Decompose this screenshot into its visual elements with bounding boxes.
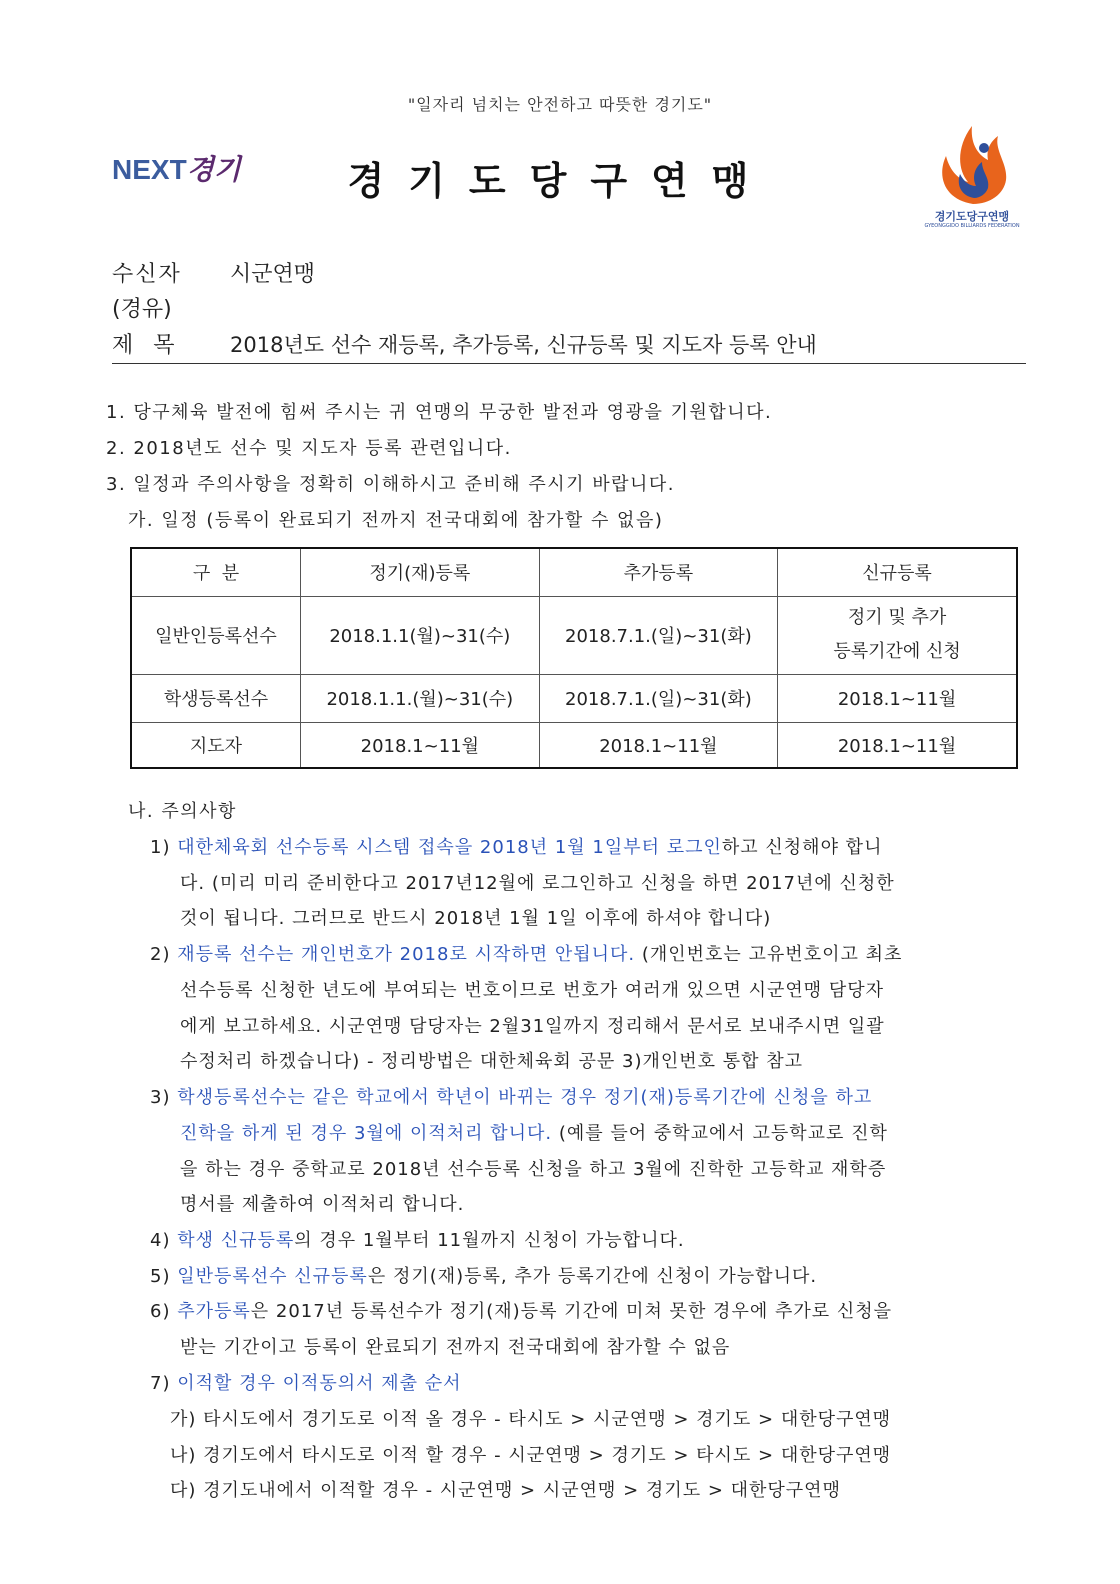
table-cell: 2018.1.1(월)~31(수) (300, 596, 539, 674)
recipient-label: 수신자 (112, 262, 182, 287)
paragraph-2: 2. 2018년도 선수 및 지도자 등록 관련입니다. (106, 438, 512, 459)
note-text: (예를 들어 중학교에서 고등학교로 진학 (552, 1123, 888, 1144)
emblem-name: 경기도당구연맹 (934, 210, 1010, 223)
note-text: 은 정기(재)등록, 추가 등록기간에 신청이 가능합니다. (367, 1266, 818, 1287)
note-1-line-2: 다. (미리 미리 준비한다고 2017년12월에 로그인하고 신청을 하면 2017년에 신청한 (180, 873, 895, 894)
federation-emblem (924, 120, 1020, 230)
note-highlight: 재등록 선수는 개인번호가 2018로 시작하면 안됩니다. (177, 944, 636, 965)
note-3-line-4: 명서를 제출하여 이적처리 합니다. (180, 1194, 465, 1215)
note-highlight: 대한체육회 선수등록 시스템 접속을 2018년 1월 1일부터 로그인 (177, 837, 722, 858)
table-row (131, 722, 1017, 768)
table-header-cell: 추가등록 (539, 548, 777, 596)
note-text: 은 2017년 등록선수가 정기(재)등록 기간에 미쳐 못한 경우에 추가로 신청을 (250, 1301, 892, 1322)
schedule-table (130, 547, 1018, 769)
note-number: 2) (150, 944, 171, 965)
table-cell-line: 정기 및 추가 (847, 607, 947, 628)
note-5 (150, 1262, 817, 1288)
note-text: 의 경우 1월부터 11월까지 신청이 가능합니다. (294, 1230, 685, 1251)
subject-label: 제 목 (112, 333, 177, 358)
note-2-line-2: 선수등록 신청한 년도에 부여되는 번호이므로 번호가 여러개 있으면 시군연맹 담당자 (180, 980, 885, 1001)
table-header-cell: 구 분 (131, 548, 300, 596)
note-highlight: 이적할 경우 이적동의서 제출 순서 (177, 1373, 462, 1394)
transfer-order-b: 나) 경기도에서 타시도로 이적 할 경우 - 시군연맹 > 경기도 > 타시도 > 대한당구연맹 (170, 1445, 892, 1466)
paragraph-1: 1. 당구체육 발전에 힘써 주시는 귀 연맹의 무궁한 발전과 영광을 기원합니다. (106, 402, 773, 423)
note-1-line-1 (150, 833, 882, 859)
note-4 (150, 1226, 685, 1252)
note-2-line-1 (150, 940, 902, 966)
note-3-line-2 (180, 1119, 888, 1145)
next-logo-text: NEXT (112, 154, 187, 185)
table-row (131, 674, 1017, 722)
gyeonggi-logo-text: 경기 (186, 154, 241, 185)
via-row (112, 292, 172, 323)
note-7-line-1 (150, 1369, 462, 1395)
subject-row (112, 328, 817, 359)
note-3-line-3: 을 하는 경우 중학교로 2018년 선수등록 신청을 하고 3월에 진학한 고등학교 재학증 (180, 1159, 887, 1180)
note-3-line-1 (150, 1083, 872, 1109)
note-highlight: 진학을 하게 된 경우 3월에 이적처리 합니다. (180, 1123, 553, 1144)
emblem-subtitle: GYEONGGIDO BILLIARDS FEDERATION (924, 223, 1020, 229)
note-number: 7) (150, 1373, 171, 1394)
note-2-line-3: 에게 보고하세요. 시군연맹 담당자는 2월31일까지 정리해서 문서로 보내주시면 일괄 (180, 1016, 885, 1037)
note-6-line-2: 받는 기간이고 등록이 완료되기 전까지 전국대회에 참가할 수 없음 (180, 1337, 731, 1358)
organization-title: 경기도당구연맹 (347, 159, 773, 203)
slogan: "일자리 넘치는 안전하고 따뜻한 경기도" (407, 95, 713, 114)
table-row (131, 596, 1017, 674)
table-header-cell: 신규등록 (778, 548, 1017, 596)
note-number: 5) (150, 1266, 171, 1287)
subject-value: 2018년도 선수 재등록, 추가등록, 신규등록 및 지도자 등록 안내 (230, 333, 817, 357)
recipient-value: 시군연맹 (230, 262, 316, 287)
transfer-order-a: 가) 타시도에서 경기도로 이적 올 경우 - 타시도 > 시군연맹 > 경기도 > 대한당구연맹 (170, 1409, 892, 1430)
note-highlight: 학생등록선수는 같은 학교에서 학년이 바뀌는 경우 정기(재)등록기간에 신청을 하고 (177, 1087, 873, 1108)
table-cell: 2018.1~11월 (300, 722, 539, 768)
table-cell: 2018.1~11월 (539, 722, 777, 768)
via-label: (경유) (112, 297, 172, 322)
flame-emblem-icon (928, 120, 1018, 208)
note-number: 1) (150, 837, 171, 858)
recipient-row (112, 257, 315, 288)
table-cell: 지도자 (131, 722, 300, 768)
table-cell (778, 596, 1017, 674)
table-cell: 2018.1~11월 (778, 674, 1017, 722)
table-cell-line: 등록기간에 신청 (833, 641, 961, 662)
schedule-heading: 가. 일정 (등록이 완료되기 전까지 전국대회에 참가할 수 없음) (128, 510, 664, 531)
note-highlight: 일반등록선수 신규등록 (177, 1266, 368, 1287)
note-number: 4) (150, 1230, 171, 1251)
transfer-order-c: 다) 경기도내에서 이적할 경우 - 시군연맹 > 시군연맹 > 경기도 > 대한당구연맹 (170, 1480, 841, 1501)
paragraph-3: 3. 일정과 주의사항을 정확히 이해하시고 준비해 주시기 바랍니다. (106, 474, 676, 495)
table-cell: 2018.7.1.(일)~31(화) (539, 674, 777, 722)
note-6-line-1 (150, 1297, 892, 1323)
note-number: 6) (150, 1301, 171, 1322)
note-2-line-4: 수정처리 하겠습니다) - 정리방법은 대한체육회 공문 3)개인번호 통합 참고 (180, 1051, 804, 1072)
note-text: 하고 신청해야 합니 (721, 837, 883, 858)
notes-heading: 나. 주의사항 (128, 801, 237, 822)
header-divider (112, 363, 1026, 364)
note-highlight: 추가등록 (177, 1301, 251, 1322)
table-cell: 2018.1.1.(월)~31(수) (300, 674, 539, 722)
note-text: (개인번호는 고유번호이고 최초 (635, 944, 903, 965)
note-number: 3) (150, 1087, 171, 1108)
table-cell: 2018.1~11월 (778, 722, 1017, 768)
table-header-cell: 정기(재)등록 (300, 548, 539, 596)
note-1-line-3: 것이 됩니다. 그러므로 반드시 2018년 1월 1일 이후에 하셔야 합니다) (180, 908, 772, 929)
table-cell: 2018.7.1.(일)~31(화) (539, 596, 777, 674)
table-cell: 학생등록선수 (131, 674, 300, 722)
table-cell: 일반인등록선수 (131, 596, 300, 674)
table-header-row (131, 548, 1017, 596)
note-highlight: 학생 신규등록 (177, 1230, 295, 1251)
